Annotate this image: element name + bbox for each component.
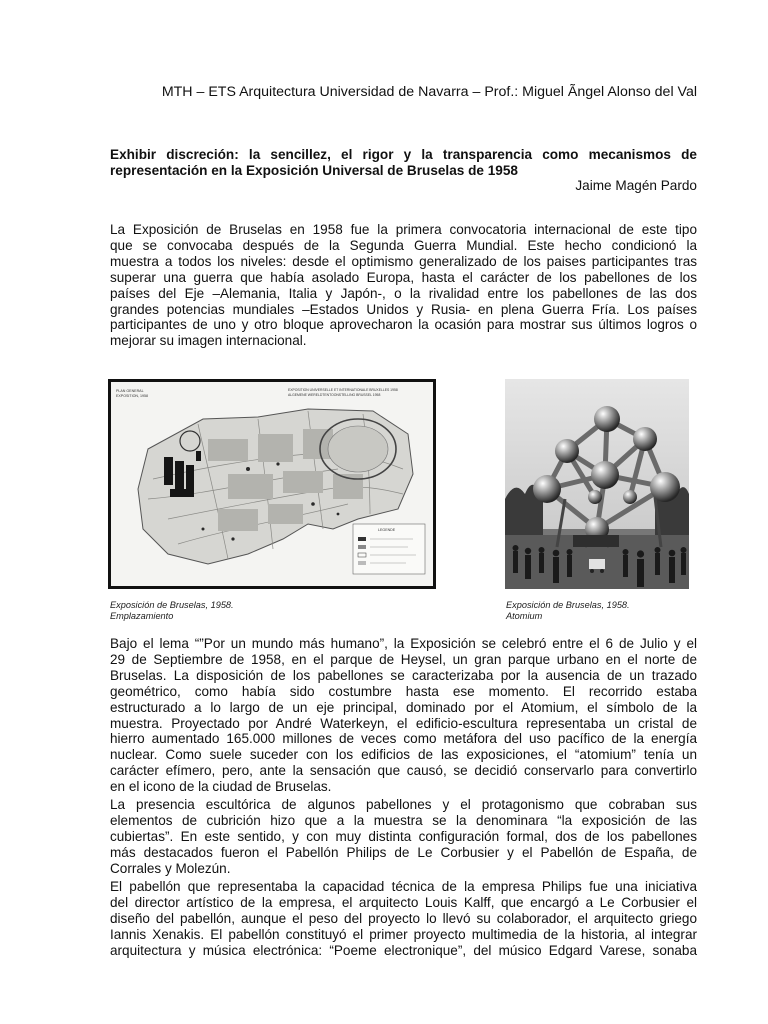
course-header: MTH – ETS Arquitectura Universidad de Navarra – Prof.: Miguel Ãngel Alonso del Val (161, 84, 697, 100)
text-line: hierro aumentado 165.000 millones de veces como metáfora del uso pacífico de la energía (110, 731, 697, 747)
site-plan-caption (110, 600, 234, 622)
map-heading-left-1: PLAN GENERAL (116, 389, 144, 393)
text-line: La Exposición de Bruselas en 1958 fue la primera convocatoria internacional de este tipo (110, 222, 697, 237)
atomium-caption-line-2: Atomium (506, 611, 543, 621)
text-line: mejorar su imagen internacional. (110, 333, 307, 349)
text-line: La presencia escultórica de algunos pabellones y el protagonismo que cobraban sus (110, 797, 697, 812)
text-line: superar una guerra que había asolado Europa, hasta el carácter de los pabellones de los (110, 269, 697, 285)
text-line: Bajo el lema “”Por un mundo más humano”, la Exposición se celebró entre el 6 de Julio y el (110, 636, 697, 651)
paragraph-1 (110, 222, 697, 349)
atomium-photo (505, 379, 689, 589)
atomium-caption-line-1: Exposición de Bruselas, 1958. (506, 600, 630, 610)
text-line: nuclear. Como suele suceder con los edificios de las exposiciones, el “atomium” tenía un (110, 747, 697, 763)
article-title-line-2: representación en la Exposición Universal de Bruselas de 1958 (110, 163, 518, 178)
site-plan-caption-line-2: Emplazamiento (110, 611, 174, 621)
text-line: Iannis Xenakis. El pabellón constituyó el primer proyecto multimedia de la historia, al integrar (110, 926, 697, 942)
text-line: del director artístico de la empresa, el arquitecto Louis Kalff, que encargó a Le Corbusier el (110, 894, 697, 910)
article-title (110, 147, 697, 179)
text-line: países del Eje –Alemania, Italia y Japón-, o la rivalidad entre los pabellones de las dos (110, 285, 697, 301)
text-line: en el icono de la ciudad de Bruselas. (110, 779, 332, 795)
text-line: El pabellón que representaba la capacidad técnica de la empresa Philips fue una iniciativa (110, 879, 697, 894)
map-heading-left-2: EXPOSITION, 1958 (116, 394, 148, 398)
text-line: diseño del pabellón, aunque el peso del proyecto lo llevó su colaborador, el arquitecto griego (110, 910, 697, 926)
text-line: estructurado a lo largo de un eje principal, dominado por el Atomium, el símbolo de la (110, 699, 697, 715)
map-heading-right-2: ALGEMENE WERELDTENTOONSTELLING BRUSSEL 1958 (288, 393, 381, 397)
paragraph-3 (110, 797, 697, 877)
site-plan-figure (108, 379, 436, 589)
atomium-figure (505, 379, 689, 589)
paragraph-4 (110, 879, 697, 959)
atomium-caption (506, 600, 630, 622)
text-line: muestra. Proyectado por André Waterkeyn, el edificio-escultura representaba un cristal de (110, 715, 697, 731)
text-line: cubiertas”. En este sentido, y con muy distinta configuración formal, dos de los pabellones (110, 828, 697, 844)
article-author: Jaime Magén Pardo (575, 178, 697, 193)
text-line: participantes de uno y otro bloque aprovecharon la ocasión para mostrar sus últimos logros o (110, 317, 697, 333)
paragraph-2 (110, 636, 697, 795)
article-title-line-1: Exhibir discreción: la sencillez, el rigor y la transparencia como mecanismos de (110, 147, 697, 162)
text-line: arquitectura y música electrónica: “Poeme electronique”, del músico Edgard Varese, sonaba (110, 942, 697, 958)
site-plan-image (108, 379, 436, 589)
text-line: más destacados fueron el Pabellón Philips de Le Corbusier y el Pabellón de España, de (110, 844, 697, 860)
text-line: geométrico, como había sido costumbre hasta ese momento. El recorrido estaba (110, 683, 697, 699)
map-legend-title: LEGENDE (378, 528, 396, 532)
site-plan-caption-line-1: Exposición de Bruselas, 1958. (110, 600, 234, 610)
text-line: que se convocaba después de la Segunda Guerra Mundial. Este hecho condicionó la (110, 237, 697, 253)
text-line: elementos de cubrición hizo que a la muestra se la denominara “la exposición de las (110, 812, 697, 828)
text-line: Corrales y Molezún. (110, 860, 231, 876)
text-line: 29 de Septiembre de 1958, en el parque de Heysel, un gran parque urbano en el norte de (110, 651, 697, 667)
text-line: grandes potencias mundiales –Estados Unidos y Rusia- en plena Guerra Fría. Los países (110, 301, 697, 317)
text-line: muestra a todos los niveles: desde el optimismo generalizado de los paises participantes tras (110, 253, 697, 269)
map-heading-right-1: EXPOSITION UNIVERSELLE ET INTERNATIONALE BRUXELLES 1958 (288, 388, 398, 392)
text-line: carácter efímero, pero, ante la sensación que causó, se decidió conservarlo para convertirlo (110, 763, 697, 779)
text-line: Bruselas. La disposición de los pabellones se caracterizaba por la ausencia de un trazado (110, 667, 697, 683)
